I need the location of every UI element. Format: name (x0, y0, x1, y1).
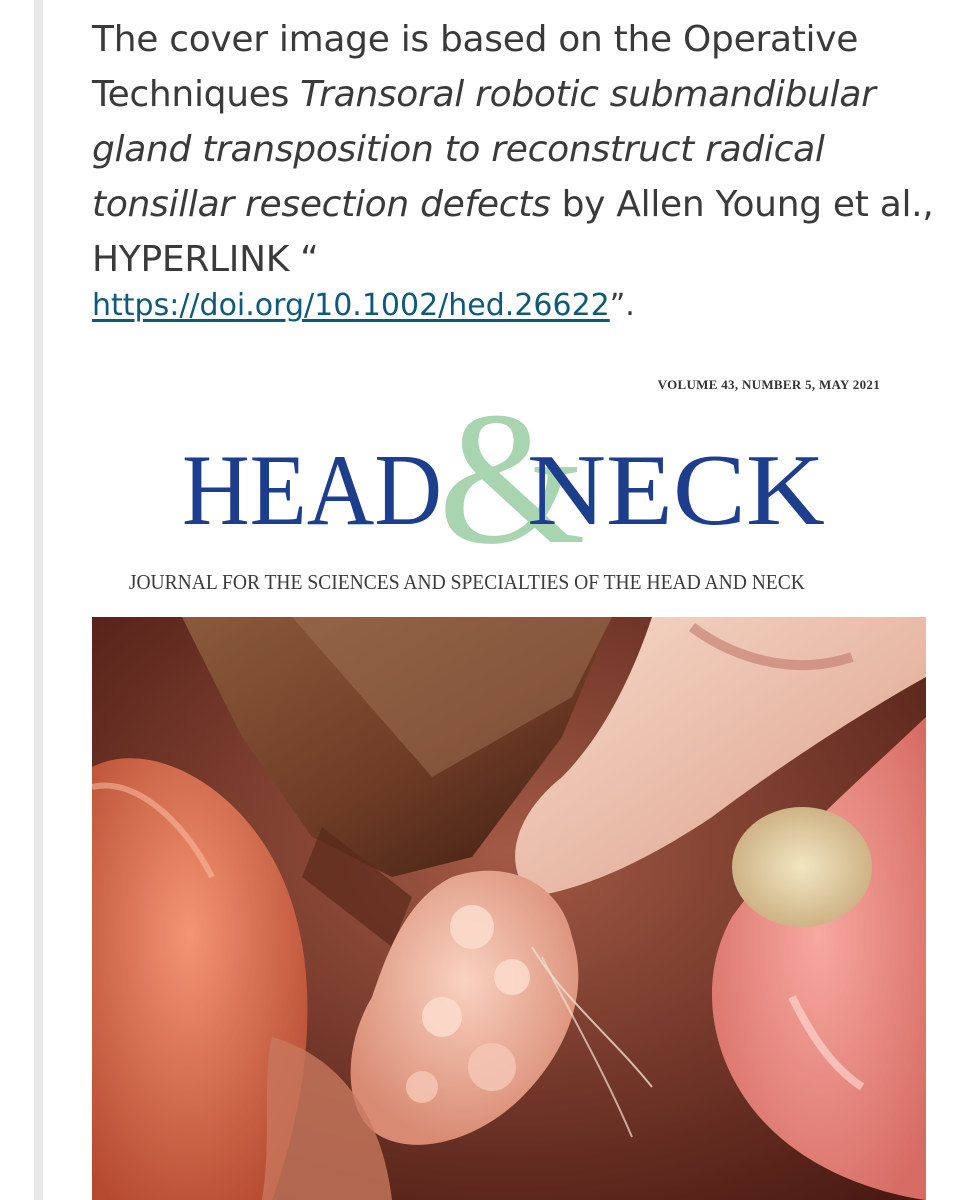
caption-intro: The cover image is based on the Operative Techniques (92, 19, 859, 115)
caption-byline: by Allen Young et al., HYPERLINK “ (92, 184, 934, 280)
masthead-ampersand: & (438, 400, 586, 570)
journal-masthead (0, 400, 960, 570)
doi-link[interactable]: https://doi.org/10.1002/hed.26622 (92, 288, 610, 323)
masthead-head: HEAD (182, 434, 442, 547)
left-border-rule (34, 0, 43, 1200)
masthead-neck: NECK (527, 434, 825, 547)
surgical-field-illustration (92, 617, 926, 1200)
doi-suffix: ”. (609, 288, 635, 323)
cover-photo (92, 617, 926, 1200)
article-title: Transoral robotic submandibular gland transposition to reconstruct radical tonsillar resection defects (92, 74, 876, 225)
volume-issue-line: VOLUME 43, NUMBER 5, MAY 2021 (657, 377, 880, 392)
tooth-tissue (732, 807, 872, 927)
cover-caption (92, 12, 942, 287)
journal-subtitle: JOURNAL FOR THE SCIENCES AND SPECIALTIES OF THE HEAD AND NECK (128, 570, 805, 594)
doi-line (92, 284, 635, 328)
